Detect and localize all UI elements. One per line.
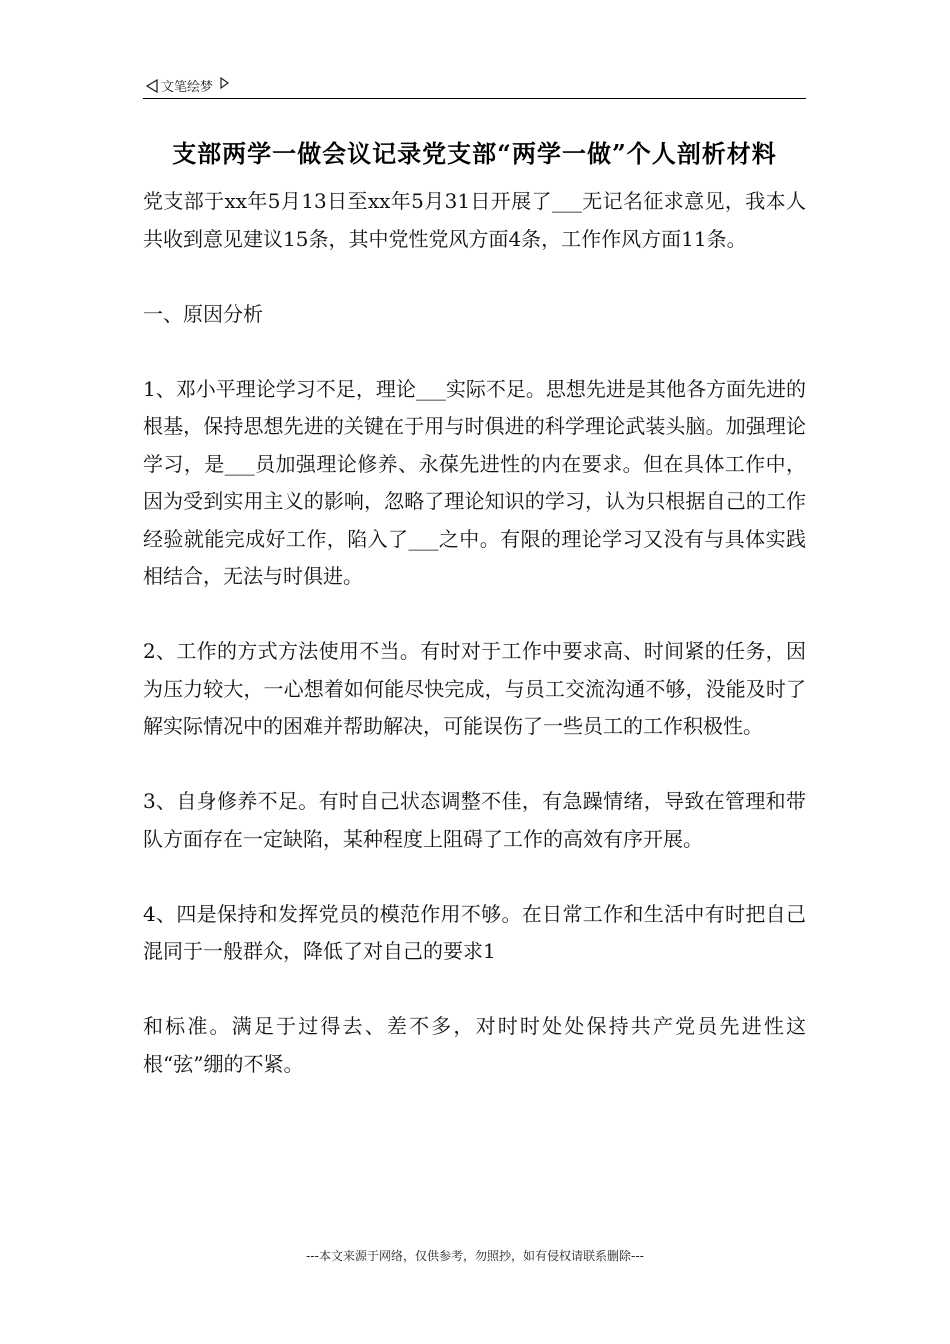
- paragraph-item-3: 3、自身修养不足。有时自己状态调整不佳，有急躁情绪，导致在管理和带队方面存在一定缺陷，某种程度上阻碍了工作的高效有序开展。: [143, 789, 806, 851]
- paragraph-item-4-continued: 和标准。满足于过得去、差不多，对时时处处保持共产党员先进性这根“弦”绷的不紧。: [143, 1014, 806, 1076]
- document-title: 支部两学一做会议记录党支部“两学一做”个人剖析材料: [172, 139, 777, 168]
- footer-notice: ---本文来源于网络，仅供参考，勿照抄，如有侵权请联系删除---: [306, 1249, 644, 1263]
- header-brand: [145, 76, 229, 95]
- section-heading: 一、原因分析: [143, 301, 263, 326]
- document-body: [143, 183, 806, 1083]
- paragraph-item-2: 2、工作的方式方法使用不当。有时对于工作中要求高、时间紧的任务，因为压力较大，一心想着如何能尽快完成，与员工交流沟通不够，没能及时了解实际情况中的困难并帮助解决，可能误伤了一些员工的工作积极性。: [143, 639, 806, 738]
- triangle-right-outline-icon: [219, 77, 229, 89]
- paragraph-intro: 党支部于xx年5月13日至xx年5月31日开展了___无记名征求意见，我本人共收到意见建议15条，其中党性党风方面4条，工作作风方面11条。: [143, 189, 806, 251]
- page-header: [143, 72, 806, 99]
- paragraph-item-4: 4、四是保持和发挥党员的模范作用不够。在日常工作和生活中有时把自己混同于一般群众，降低了对自己的要求1: [143, 901, 806, 963]
- paragraph-item-1: 1、邓小平理论学习不足，理论___实际不足。思想先进是其他各方面先进的根基，保持思想先进的关键在于用与时俱进的科学理论武装头脑。加强理论学习，是___员加强理论修养、永葆先进性的内在要求。但在具体工作中，因为受到实用主义的影响，忽略了理论知识的学习，认为只根据自己的工作经验就能完成好工作，陷入了___之中。有限的理论学习又没有与具体实践相结合，无法与时俱进。: [143, 376, 806, 588]
- triangle-left-outline-icon: [145, 79, 159, 93]
- header-brand-text: 文笔绘梦: [161, 80, 214, 95]
